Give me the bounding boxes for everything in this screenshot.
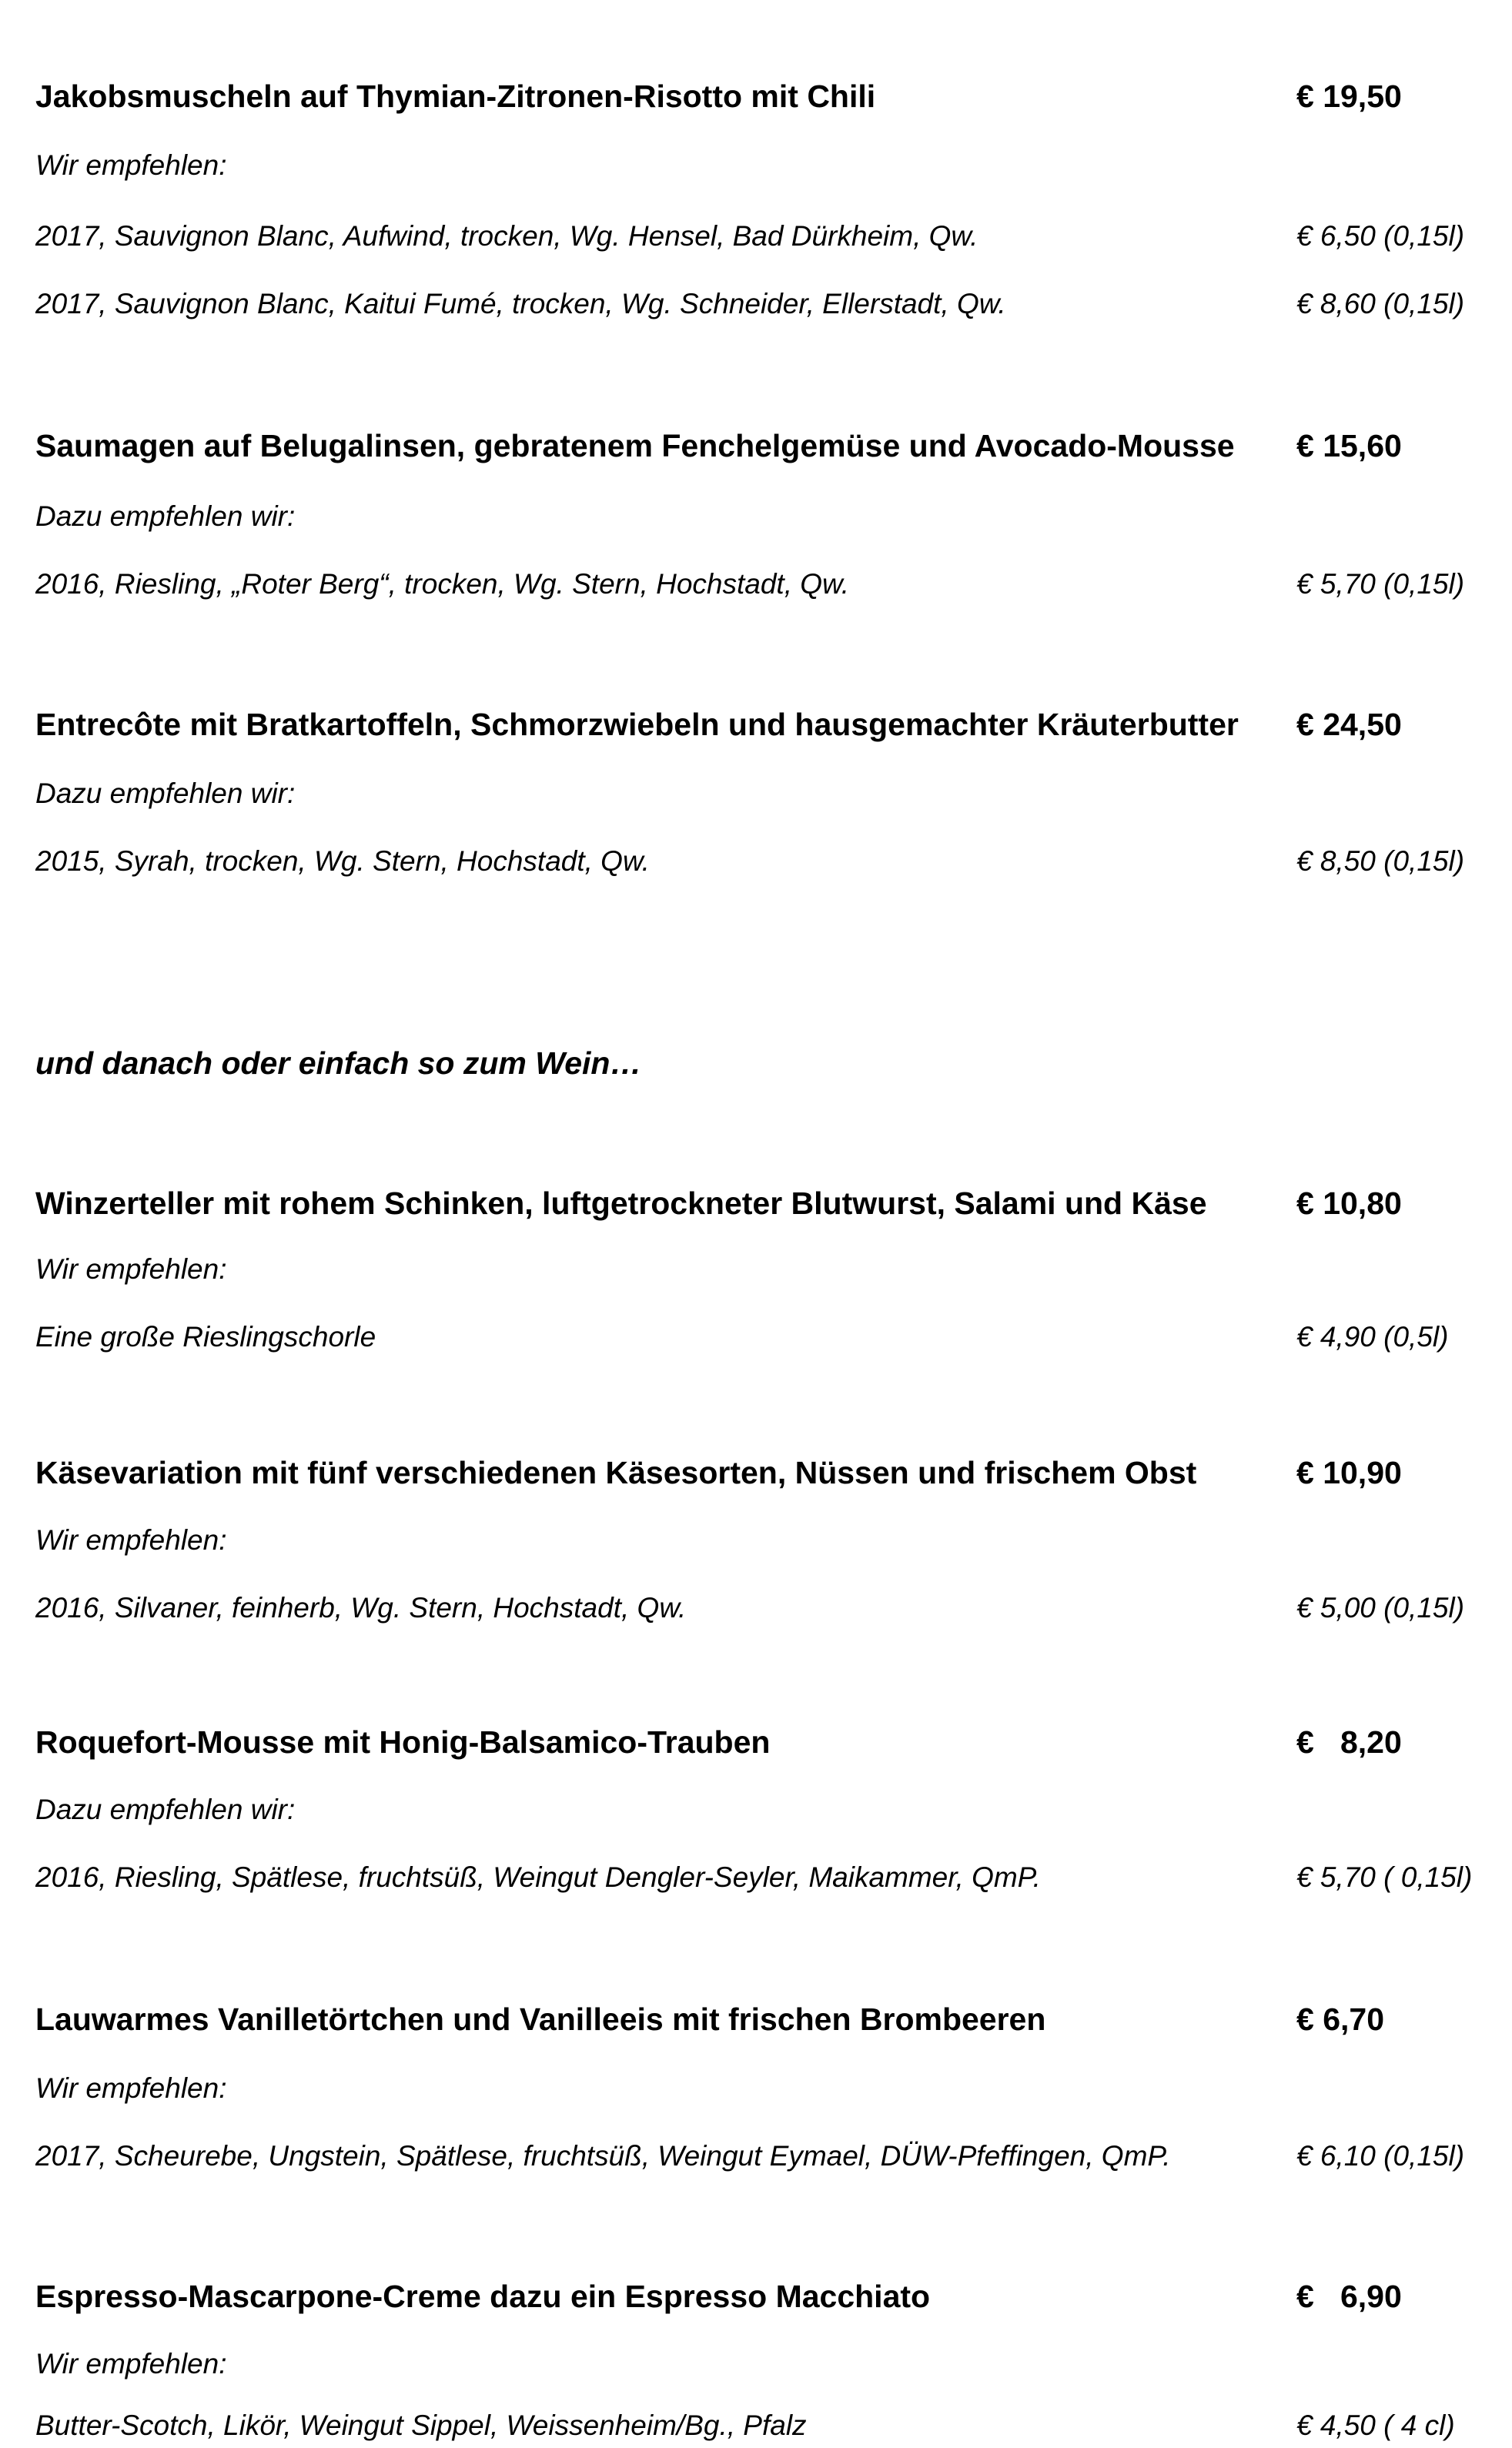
wine-price: € 6,10 (0,15l) (1296, 2140, 1465, 2172)
dish-price: € 19,50 (1296, 79, 1402, 114)
dish-price: € 15,60 (1296, 428, 1402, 463)
dish-name: Käsevariation mit fünf verschiedenen Käsesorten, Nüssen und frischem Obst (35, 1455, 1197, 1490)
dish-name: Lauwarmes Vanilletörtchen und Vanilleeis mit frischen Brombeeren (35, 2002, 1046, 2037)
wine-name: Butter-Scotch, Likör, Weingut Sippel, Weissenheim/Bg., Pfalz (35, 2410, 807, 2441)
wine-price: € 6,50 (0,15l) (1296, 220, 1465, 252)
wine-price: € 5,00 (0,15l) (1296, 1592, 1465, 1624)
dish-name: Roquefort-Mousse mit Honig-Balsamico-Trauben (35, 1724, 771, 1760)
dish-name: Saumagen auf Belugalinsen, gebratenem Fenchelgemüse und Avocado-Mousse (35, 428, 1235, 463)
dish-price: € 8,20 (1296, 1724, 1402, 1760)
dish-price: € 6,70 (1296, 2002, 1384, 2037)
wine-name: 2017, Sauvignon Blanc, Kaitui Fumé, trocken, Wg. Schneider, Ellerstadt, Qw. (35, 288, 1006, 319)
recommendation-label: Wir empfehlen: (35, 1253, 227, 1285)
wine-price: € 8,50 (0,15l) (1296, 845, 1465, 877)
wine-price: € 4,50 ( 4 cl) (1296, 2410, 1455, 2441)
dish-price: € 6,90 (1296, 2279, 1402, 2314)
wine-name: 2016, Riesling, „Roter Berg“, trocken, Wg. Stern, Hochstadt, Qw. (35, 568, 849, 600)
recommendation-label: Wir empfehlen: (35, 149, 227, 181)
wine-name: 2016, Riesling, Spätlese, fruchtsüß, Weingut Dengler-Seyler, Maikammer, QmP. (35, 1861, 1041, 1893)
wine-price: € 5,70 ( 0,15l) (1296, 1861, 1473, 1893)
recommendation-label: Dazu empfehlen wir: (35, 778, 296, 809)
wine-name: 2017, Sauvignon Blanc, Aufwind, trocken, Wg. Hensel, Bad Dürkheim, Qw. (35, 220, 978, 252)
recommendation-label: Wir empfehlen: (35, 2348, 227, 2379)
dish-price: € 10,90 (1296, 1455, 1402, 1490)
dish-name: Entrecôte mit Bratkartoffeln, Schmorzwiebeln und hausgemachter Kräuterbutter (35, 707, 1239, 742)
wine-price: € 8,60 (0,15l) (1296, 288, 1465, 319)
dish-price: € 10,80 (1296, 1186, 1402, 1221)
dish-name: Jakobsmuscheln auf Thymian-Zitronen-Risotto mit Chili (35, 79, 876, 114)
dish-name: Winzerteller mit rohem Schinken, luftgetrockneter Blutwurst, Salami und Käse (35, 1186, 1207, 1221)
recommendation-label: Wir empfehlen: (35, 2072, 227, 2104)
recommendation-label: Dazu empfehlen wir: (35, 1794, 296, 1825)
wine-name: Eine große Rieslingschorle (35, 1321, 376, 1353)
wine-price: € 4,90 (0,5l) (1296, 1321, 1449, 1353)
wine-price: € 5,70 (0,15l) (1296, 568, 1465, 600)
wine-name: 2016, Silvaner, feinherb, Wg. Stern, Hochstadt, Qw. (35, 1592, 687, 1624)
wine-name: 2015, Syrah, trocken, Wg. Stern, Hochstadt, Qw. (35, 845, 650, 877)
section-heading: und danach oder einfach so zum Wein… (35, 1045, 642, 1081)
recommendation-label: Dazu empfehlen wir: (35, 500, 296, 532)
dish-price: € 24,50 (1296, 707, 1402, 742)
recommendation-label: Wir empfehlen: (35, 1524, 227, 1556)
wine-name: 2017, Scheurebe, Ungstein, Spätlese, fruchtsüß, Weingut Eymael, DÜW-Pfeffingen, QmP. (35, 2140, 1171, 2172)
dish-name: Espresso-Mascarpone-Creme dazu ein Espresso Macchiato (35, 2279, 931, 2314)
